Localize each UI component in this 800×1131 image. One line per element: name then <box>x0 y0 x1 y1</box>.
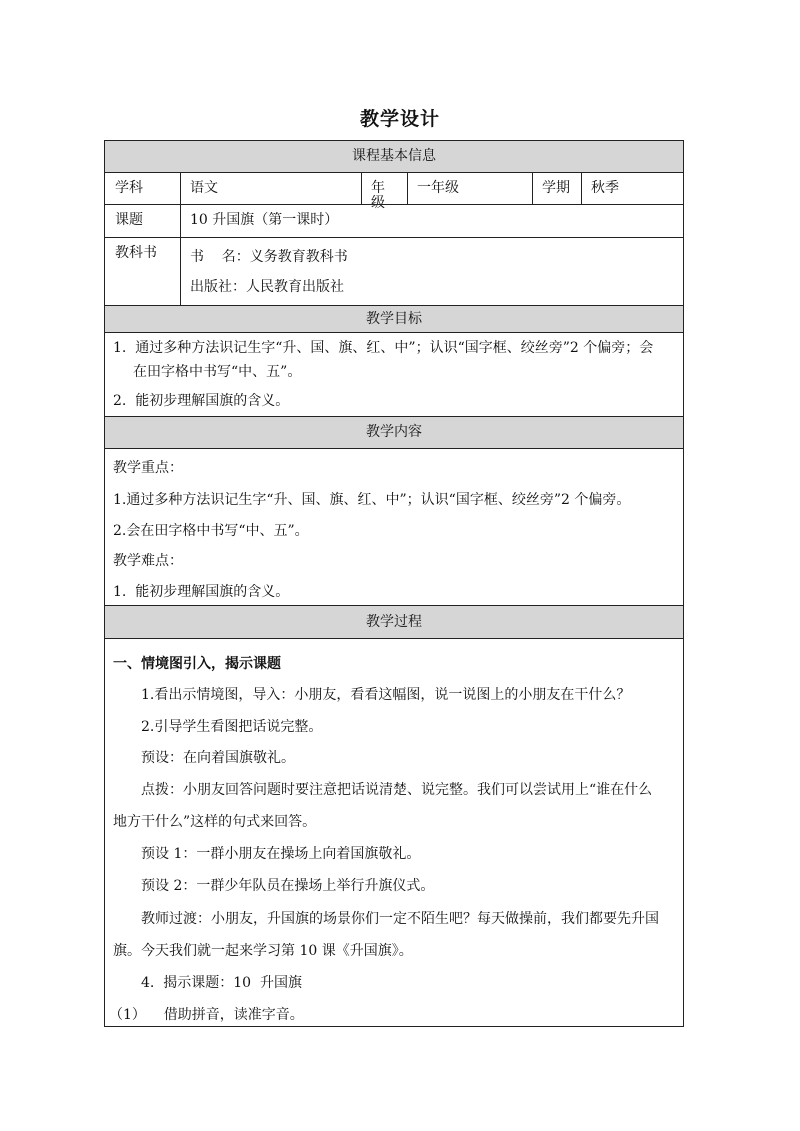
process-line: 预设 1：一群小朋友在操场上向着国旗敬礼。 <box>141 846 421 862</box>
process-line: 教师过渡：小朋友，升国旗的场景你们一定不陌生吧？每天做操前，我们都要先升国 <box>141 911 659 927</box>
objective-line: 2. 能初步理解国旗的含义。 <box>113 393 290 409</box>
process-line: 1.看出示情境图，导入：小朋友，看看这幅图，说一说图上的小朋友在干什么？ <box>141 687 631 703</box>
grade-label: 年级 <box>371 180 385 211</box>
content-body <box>104 448 684 605</box>
basic-info-header: 课程基本信息 <box>352 148 436 164</box>
content-header: 教学内容 <box>366 424 422 440</box>
term-label: 学期 <box>542 180 570 196</box>
process-line: 地方干什么”这样的句式来回答。 <box>113 814 317 830</box>
content-header-row <box>104 416 684 448</box>
content-line: 教学重点： <box>113 460 183 476</box>
process-body <box>104 638 684 1026</box>
textbook-label: 教科书 <box>115 245 157 261</box>
process-line: 预设：在向着国旗敬礼。 <box>141 750 295 766</box>
process-section-title: 一、情境图引入，揭示课题 <box>113 656 281 672</box>
content-line: 教学难点： <box>113 553 183 569</box>
subject-row <box>104 172 684 211</box>
objective-line: 在田字格中书写“中、五”。 <box>133 364 302 380</box>
subject-value: 语文 <box>190 180 218 196</box>
objectives-body <box>104 332 684 416</box>
textbook-publisher: 出版社：人民教育出版社 <box>190 279 344 295</box>
process-line: （1） 借助拼音，读准字音。 <box>109 1007 304 1023</box>
table-bottom-border <box>104 1026 684 1027</box>
process-line: 2.引导学生看图把话说完整。 <box>141 719 323 735</box>
topic-row <box>104 204 684 237</box>
topic-value: 10 升国旗（第一课时） <box>190 212 339 228</box>
topic-label: 课题 <box>115 212 143 228</box>
process-header-row <box>104 605 684 638</box>
textbook-name: 书 名：义务教育教科书 <box>190 249 348 265</box>
process-line: 点拨：小朋友回答问题时要注意把话说清楚、说完整。我们可以尝试用上“谁在什么 <box>141 782 653 798</box>
objective-line: 1. 通过多种方法识记生字“升、国、旗、红、中”；认识“国字框、绞丝旁”2 个偏旁；会 <box>113 340 654 356</box>
process-line: 预设 2：一群少年队员在操场上举行升旗仪式。 <box>141 878 435 894</box>
subject-label: 学科 <box>115 180 143 196</box>
content-line: 2.会在田字格中书写“中、五”。 <box>113 523 309 539</box>
page-title: 教学设计 <box>359 108 440 130</box>
basic-info-header-row <box>104 140 684 172</box>
content-line: 1.通过多种方法识记生字“升、国、旗、红、中”；认识“国字框、绞丝旁”2 个偏旁。 <box>113 492 631 508</box>
objectives-header-row <box>104 305 684 332</box>
textbook-row <box>104 237 684 305</box>
term-value: 秋季 <box>591 180 619 196</box>
process-header: 教学过程 <box>366 614 422 630</box>
process-line: 4. 揭示课题：10 升国旗 <box>141 975 302 991</box>
grade-value: 一年级 <box>417 180 459 196</box>
content-line: 1. 能初步理解国旗的含义。 <box>113 584 290 600</box>
process-line: 旗。今天我们就一起来学习第 10 课《升国旗》。 <box>113 943 413 959</box>
objectives-header: 教学目标 <box>366 311 422 327</box>
